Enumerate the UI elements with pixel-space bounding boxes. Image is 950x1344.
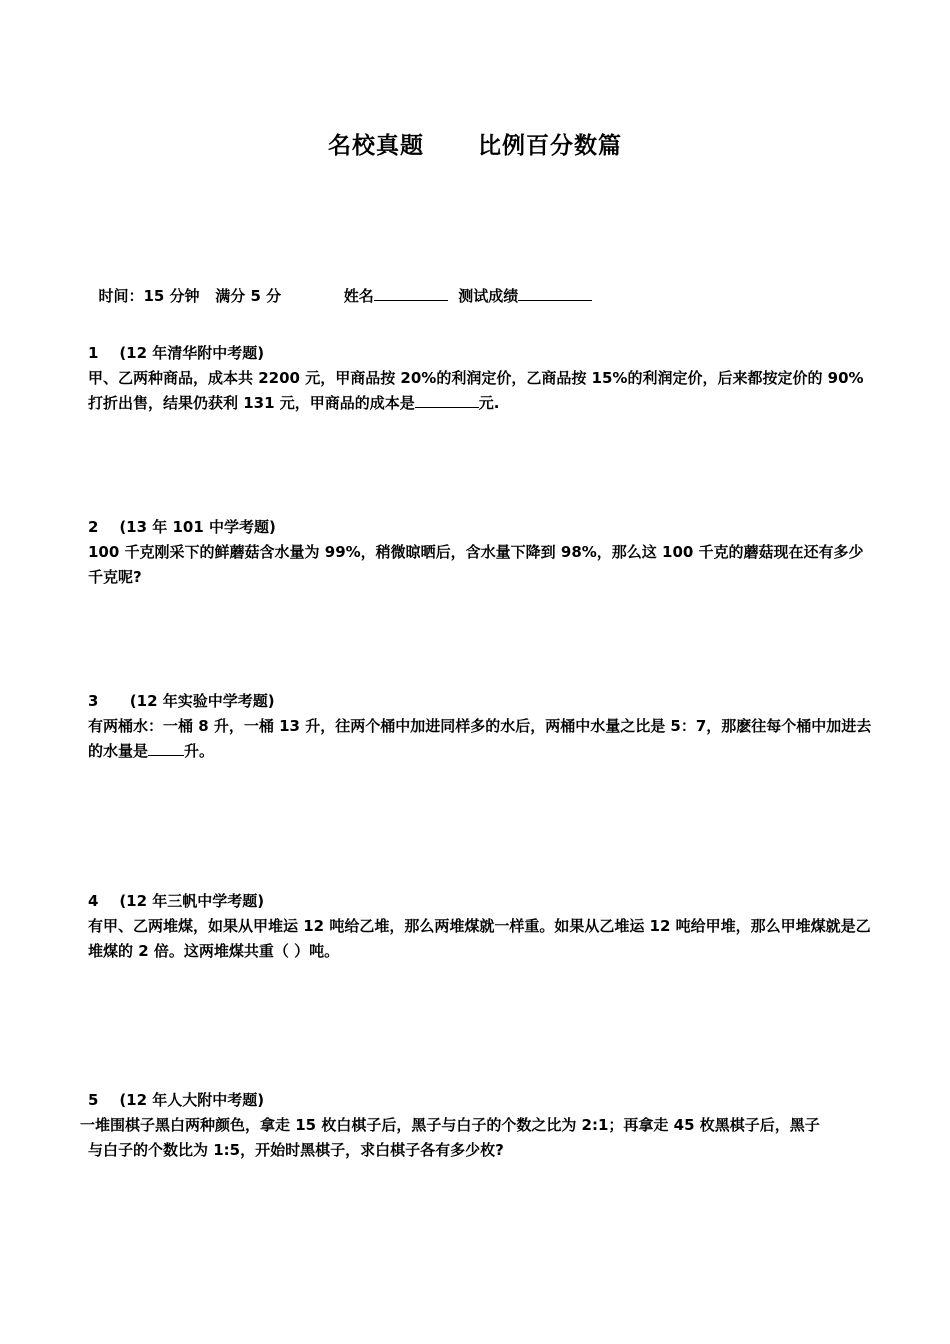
name-label: 姓名 — [343, 287, 374, 305]
time-score-label: 时间：15 分钟 满分 5 分 — [98, 287, 282, 305]
question-1-text-after: 元. — [478, 394, 500, 412]
question-3 — [88, 689, 878, 764]
exam-info-line — [88, 267, 592, 306]
score-blank[interactable] — [518, 286, 592, 301]
question-3-text-after: 升。 — [184, 742, 215, 760]
question-5-line-1: 一堆围棋子黑白两种颜色，拿走 15 枚白棋子后，黑子与白子的个数之比为 2:1；再拿走 45 枚黑棋子后，黑子 — [80, 1116, 820, 1134]
question-2-heading: 2 (13 年 101 中学考题) — [88, 518, 276, 536]
question-5 — [80, 1088, 880, 1163]
question-5-text — [80, 1113, 880, 1163]
question-1-answer-blank[interactable] — [415, 393, 479, 408]
name-blank[interactable] — [374, 286, 448, 301]
page-title: 名校真题 比例百分数篇 — [327, 133, 623, 159]
question-4-heading: 4 (12 年三帆中学考题) — [88, 892, 265, 910]
question-2 — [88, 515, 878, 590]
question-1 — [88, 341, 878, 416]
question-1-text-before: 甲、乙两种商品，成本共 2200 元，甲商品按 20%的利润定价，乙商品按 15%的利润定价，后来都按定价的 90%打折出售，结果仍获利 131 元，甲商品的成本是 — [88, 369, 864, 412]
question-3-text — [88, 714, 878, 764]
question-1-text — [88, 366, 878, 416]
question-3-answer-blank[interactable] — [148, 741, 184, 756]
question-4-text: 有甲、乙两堆煤，如果从甲堆运 12 吨给乙堆，那么两堆煤就一样重。如果从乙堆运 12 吨给甲堆，那么甲堆煤就是乙堆煤的 2 倍。这两堆煤共重（ ）吨。 — [88, 917, 871, 960]
question-3-text-before: 有两桶水：一桶 8 升，一桶 13 升，往两个桶中加进同样多的水后，两桶中水量之比是 5：7，那麽往每个桶中加进去的水量是 — [88, 717, 872, 760]
question-4 — [88, 889, 878, 964]
question-3-heading: 3 (12 年实验中学考题) — [88, 692, 275, 710]
score-label: 测试成绩 — [458, 287, 519, 305]
question-5-heading: 5 (12 年人大附中考题) — [88, 1091, 265, 1109]
question-1-heading: 1 (12 年清华附中考题) — [88, 344, 265, 362]
question-5-line-2: 与白子的个数比为 1:5，开始时黑棋子，求白棋子各有多少枚? — [88, 1141, 504, 1159]
question-2-text: 100 千克刚采下的鲜蘑菇含水量为 99%，稍微晾晒后，含水量下降到 98%，那么这 100 千克的蘑菇现在还有多少千克呢? — [88, 543, 864, 586]
